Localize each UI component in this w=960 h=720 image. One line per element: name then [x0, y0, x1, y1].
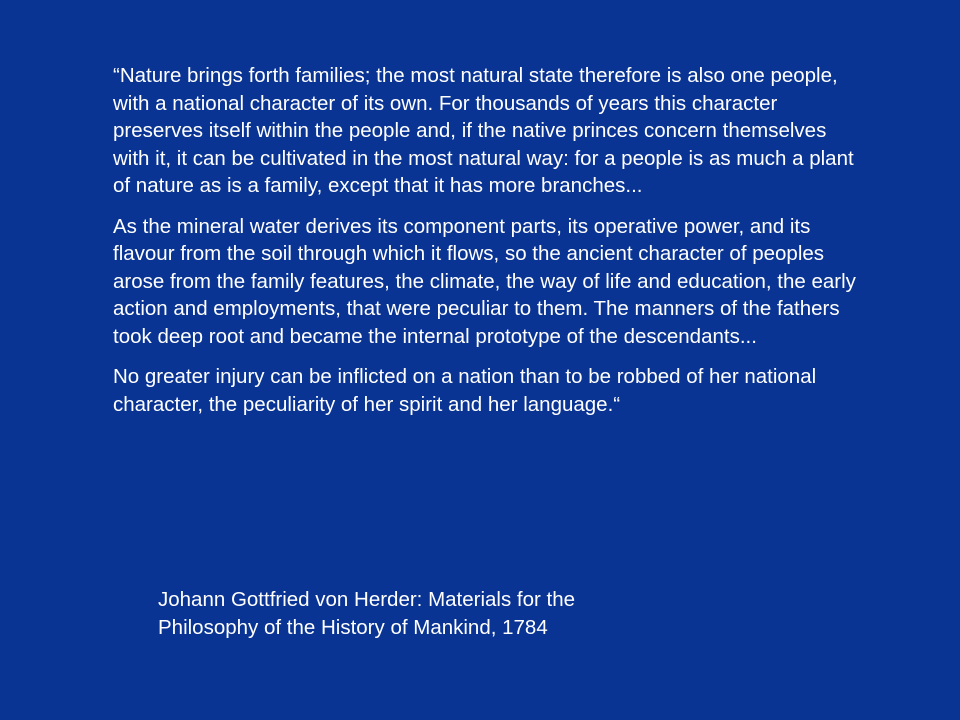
quote-paragraph-2: As the mineral water derives its component parts, its operative power, and its flavour from the soil through which it flows, so the ancient character of peoples arose from the family features, the climate, the way of life and education, the early action and employments, that were peculiar to them. The manners of the fathers took deep root and became the internal prototype of the descendants... [113, 214, 856, 348]
citation [158, 586, 718, 641]
quote-block [113, 62, 858, 431]
quote-paragraph-1: “Nature brings forth families; the most natural state therefore is also one people, with a national character of its own. For thousands of years this character preserves itself within the people and, if the native princes concern themselves with it, it can be cultivated in the most natural way: for a people is as much a plant of nature as is a family, except that it has more branches... [113, 64, 854, 197]
citation-line-1: Johann Gottfried von Herder: Materials for the [158, 588, 576, 611]
citation-line-2: Philosophy of the History of Mankind, 1784 [158, 615, 548, 639]
quote-paragraph-3: No greater injury can be inflicted on a nation than to be robbed of her national character, the peculiarity of her spirit and her language.“ [113, 365, 817, 416]
